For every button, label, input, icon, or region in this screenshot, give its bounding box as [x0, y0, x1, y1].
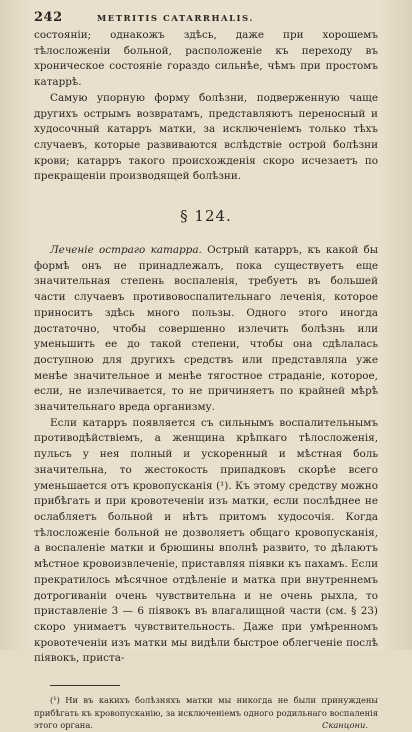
treatment-text: Острый катарръ, къ какой бы формѣ онъ не принадлежалъ, пока существуетъ еще значительная степень воспаленія, требуетъ въ большей части случаевъ противовоспалительнаго леченія, которое приноситъ здѣсь много пользы. Одного этого иногда достаточно, чтобы совершенно излечить болѣзнь или уменьшить ее до такой степени, чтобы она сдѣлалась доступною для другихъ средствъ или представляла уже менѣе значительное и менѣе тягостное страданіе, которое, если, не излечивается, то не причиняетъ по крайней мѣрѣ значительнаго вреда организму. — [34, 244, 379, 414]
running-title: METRITIS CATARRHALIS. — [96, 14, 254, 24]
paragraph-treatment — [34, 243, 378, 416]
footnote-text: (¹) Ни въ какихъ болѣзняхъ матки мы никогда не были принуждены прибѣгать къ кровопусканію, за исключеніемъ одного родильнаго воспаленія этого органа. — [34, 695, 378, 731]
paragraph-bloodletting: Если катарръ появляется съ сильнымъ воспалительнымъ противодѣйствіемъ, а женщина крѣпкаго тѣлосложенія, пульсъ у нея полный и ускоренный и мѣстная боль значительна, то жестокость припадковъ скорѣе всего уменьшается отъ кровопусканія (¹). Къ этому средству можно прибѣгать и при кровотеченіи изъ матки, если послѣднее не ослабляетъ больной и нѣтъ притомъ худосочія. Когда тѣлосложеніе больной не дозволяетъ общаго кровопусканія, а воспаленіе матки и брюшины вполнѣ развито, то дѣлаютъ мѣстное кровоизвлеченіе, приставляя піявки къ пахамъ. Если прекратилось мѣсячное отдѣленіе и матка при внутреннемъ дотрогиваніи очень чувствительна и не очень рыхла, то приставленіе 3 — 6 піявокъ въ влагалищной части (см. § 23) скоро унимаетъ чувствительность. Даже при умѣренномъ кровотеченіи изъ матки мы видѣли быстрое облегченіе послѣ піявокъ, приста- — [34, 416, 378, 665]
footnote — [34, 694, 378, 732]
section-number: § 124. — [180, 207, 232, 226]
page-number: 242 — [34, 10, 63, 25]
paragraph-chronic-forms: Самую упорную форму болѣзни, подверженную чаще другихъ острымъ возвратамъ, представляютъ переносный и худосочный катарръ матки, за исключеніемъ только тѣхъ случаевъ, которые развиваются вслѣдствіе острой болѣзни крови; катарръ такого происхожденія скоро исчезаетъ по прекращеніи производящей болѣзни. — [34, 91, 378, 183]
footnote-rule — [50, 685, 120, 686]
paragraph-continued: состояніи; однакожъ здѣсь, даже при хорошемъ тѣлосложеніи больной, расположеніе къ переходу въ хроническое состояніе гораздо сильнѣе, чѣмъ при простомъ катаррѣ. — [34, 29, 378, 89]
footnote-signature: Сканцони. — [322, 720, 368, 731]
page-header — [34, 10, 378, 28]
treatment-heading: Леченіе остраго катарра. — [50, 244, 202, 257]
